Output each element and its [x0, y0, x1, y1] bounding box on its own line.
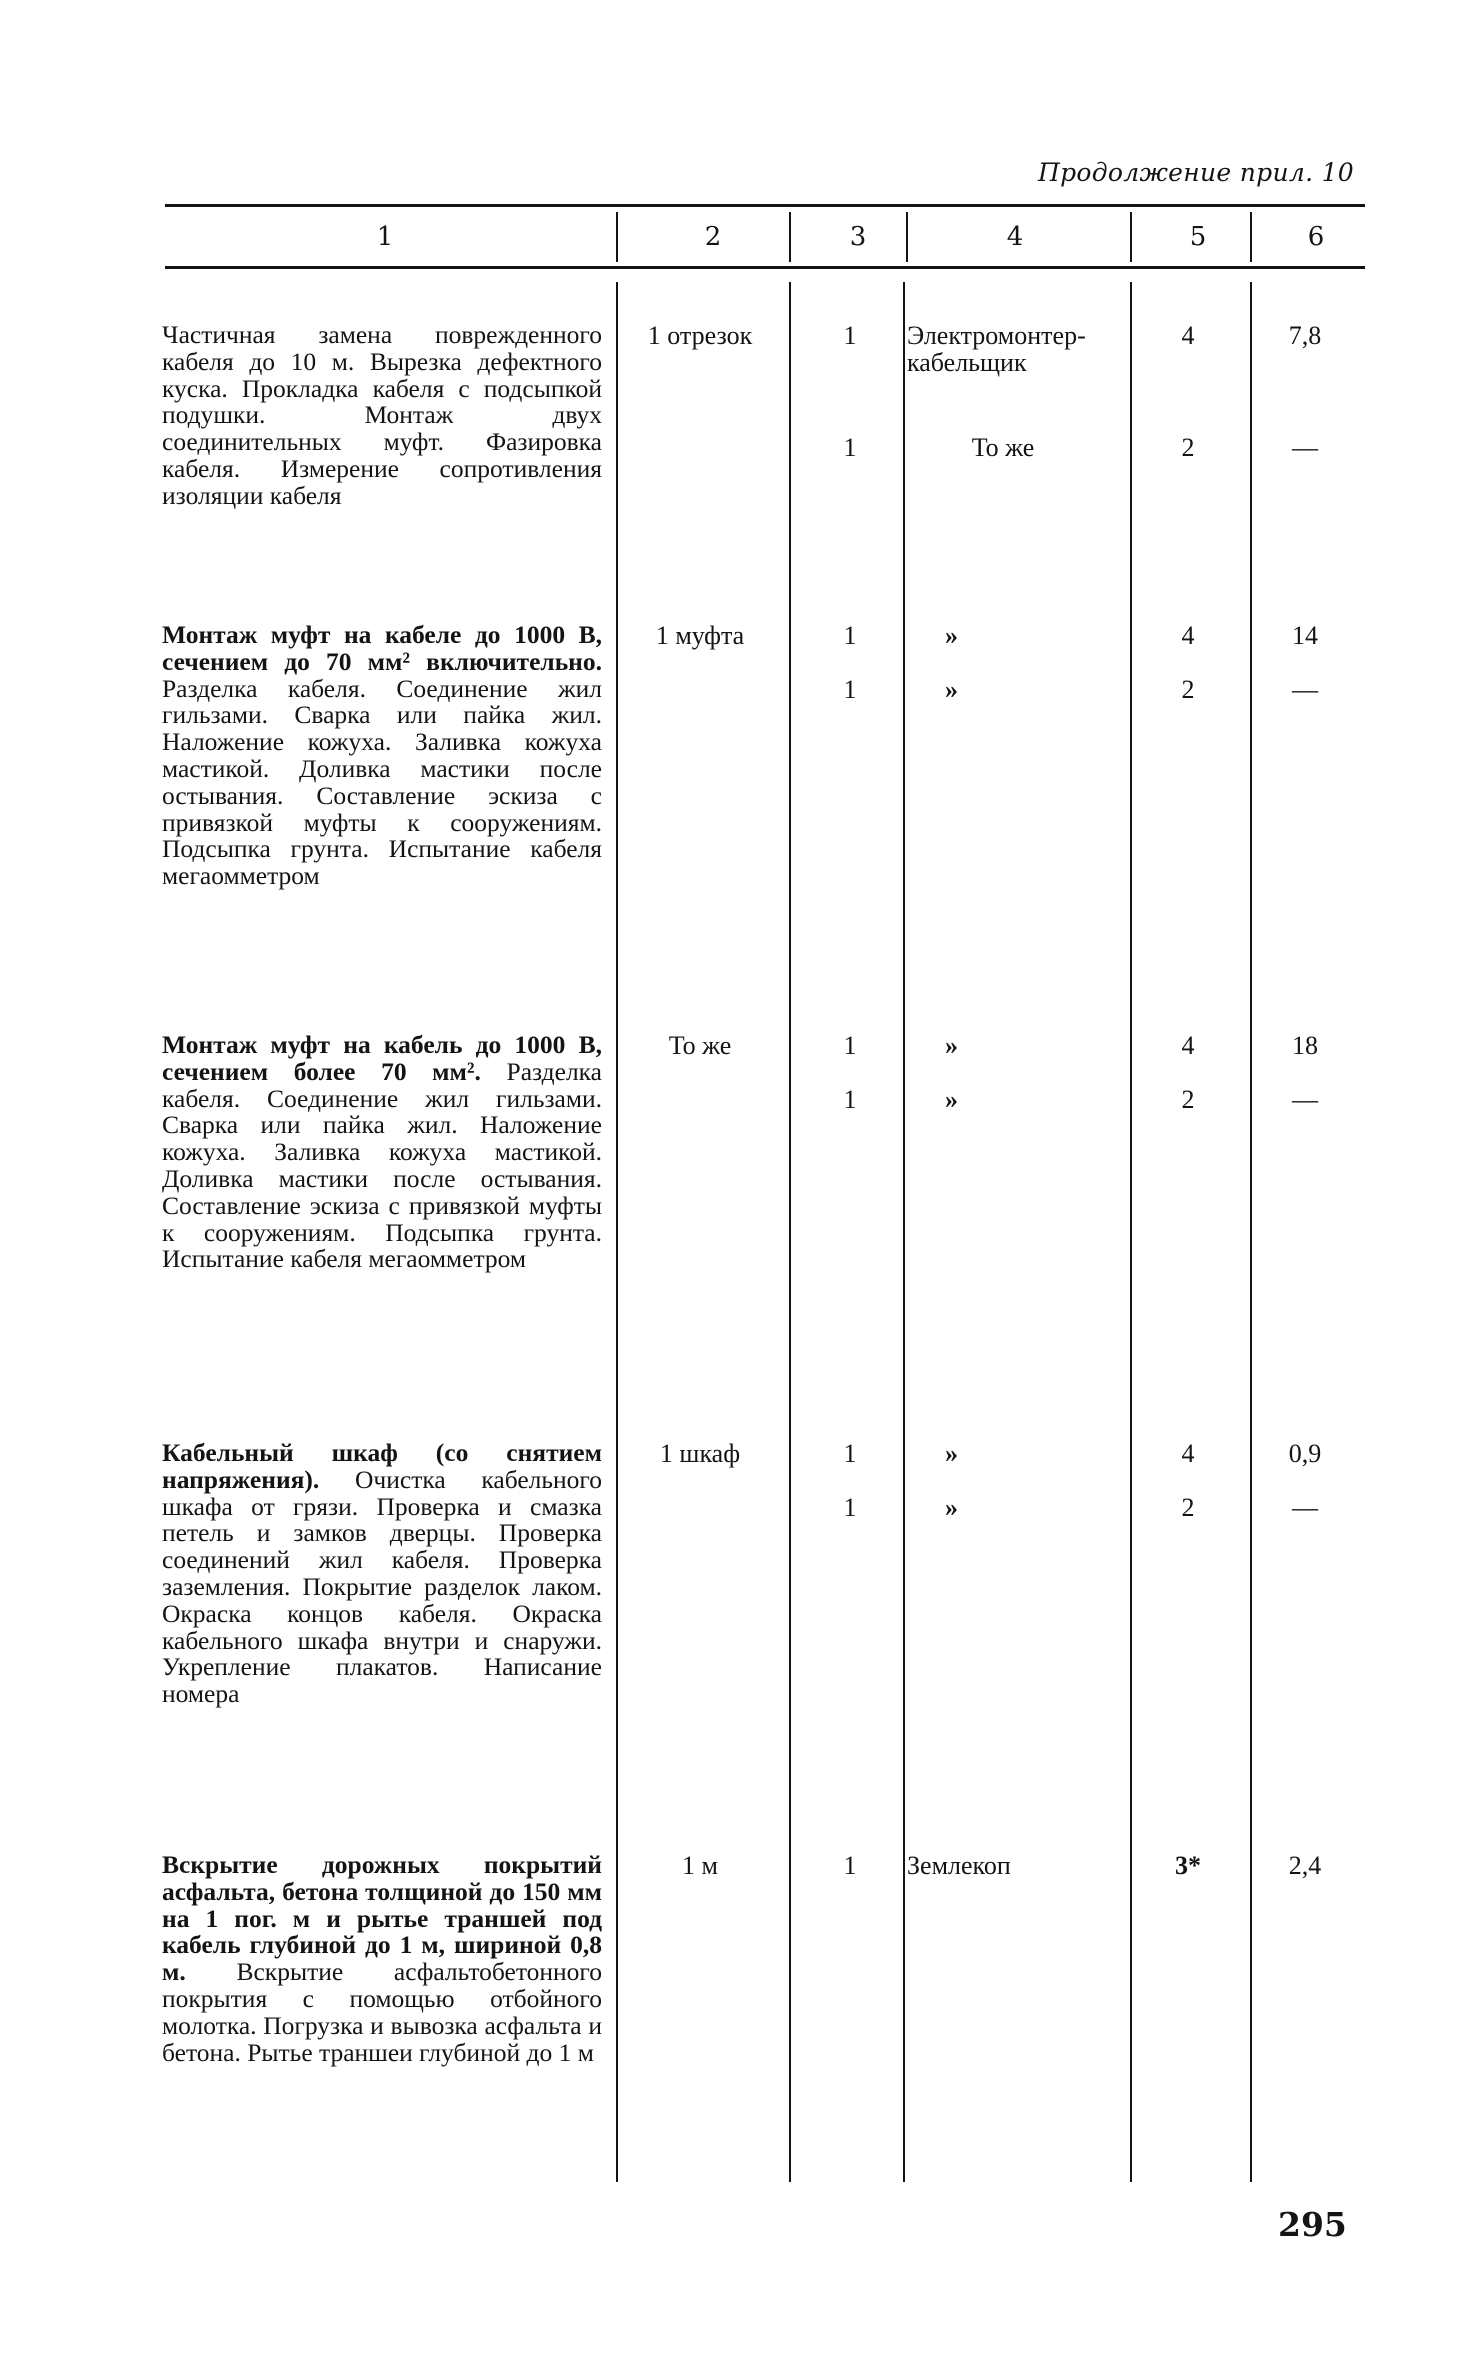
column-number: 1: [376, 222, 394, 252]
profession-cell: То же: [971, 433, 1035, 462]
grade-cell: 3*: [1175, 1851, 1201, 1880]
count-cell: 1: [843, 433, 857, 462]
profession-cell: »: [945, 1085, 958, 1114]
column-number: 6: [1307, 222, 1325, 252]
count-cell: 1: [843, 1851, 857, 1880]
page-number: 295: [1278, 2205, 1347, 2244]
unit-cell: То же: [668, 1031, 732, 1060]
unit-cell: 1 шкаф: [659, 1439, 741, 1468]
grade-cell: 4: [1181, 621, 1195, 650]
count-cell: 1: [843, 1085, 857, 1114]
profession-cell: »: [945, 621, 958, 650]
column-number: 4: [1006, 222, 1024, 252]
norm-cell: —: [1292, 433, 1318, 462]
column-divider: [1250, 282, 1252, 2182]
norm-cell: —: [1292, 1085, 1318, 1114]
description-bold: Кабельный шкаф (со снятием напряжения).: [162, 1438, 602, 1494]
profession-cell: Землекоп: [907, 1851, 1011, 1880]
count-cell: 1: [843, 1439, 857, 1468]
column-divider: [903, 282, 905, 2182]
unit-cell: 1 отрезок: [647, 321, 753, 350]
description-text: Очистка кабельного шкафа от грязи. Проверка и смазка петель и замков дверцы. Проверка соединений жил кабеля. Проверка заземления. Покрытие разделок лаком. Окраска концов кабеля. Окраска кабельного шкафа внутри и снаружи. Укрепление плакатов. Написание номера: [162, 1464, 602, 1709]
description-text: Частичная замена поврежденного кабеля до 10 м. Вырезка дефектного куска. Прокладка кабеля с подсыпкой подушки. Монтаж двух соединительных муфт. Фазировка кабеля. Измерение сопротивления изоляции кабеля: [162, 320, 602, 510]
grade-cell: 4: [1181, 1439, 1195, 1468]
description-text: Вскрытие асфальтобетонного покрытия с помощью отбойного молотка. Погрузка и вывозка асфальта и бетона. Рытье траншеи глубиной до 1 м: [162, 1957, 603, 2067]
table-top-rule: [165, 204, 1365, 207]
grade-cell: 2: [1181, 433, 1195, 462]
description-text: Разделка кабеля. Соединение жил гильзами. Сварка или пайка жил. Наложение кожуха. Заливка кожуха мастикой. Доливка мастики после остывания. Составление эскиза с привязкой муфты к сооружениям. Подсыпка грунта. Испытание кабеля мегаомметром: [162, 673, 602, 891]
description-bold: Монтаж муфт на кабеле до 1000 В, сечением до 70 мм² включительно.: [162, 620, 602, 676]
description-text: Разделка кабеля. Соединение жил гильзами. Сварка или пайка жил. Наложение кожуха. Заливка кожуха мастикой. Доливка мастики после остывания. Составление эскиза с привязкой муфты к сооружениям. Подсыпка грунта. Испытание кабеля мегаомметром: [162, 1056, 602, 1274]
norm-cell: 14: [1292, 621, 1318, 650]
column-divider: [1130, 282, 1132, 2182]
profession-cell: »: [945, 1493, 958, 1522]
grade-cell: 4: [1181, 1031, 1195, 1060]
grade-cell: 2: [1181, 675, 1195, 704]
norm-cell: 18: [1292, 1031, 1318, 1060]
table-row-description: [162, 1852, 602, 2066]
description-bold: Вскрытие дорожных покрытий асфальта, бетона толщиной до 150 мм на 1 пог. м и рытье траншей под кабель глубиной до 1 м, шириной 0,8 м.: [162, 1850, 602, 1987]
header-divider: [616, 212, 618, 262]
column-divider: [789, 282, 791, 2182]
column-number: 3: [849, 222, 867, 252]
grade-cell: 2: [1181, 1493, 1195, 1522]
header-divider: [789, 212, 791, 262]
table-header-rule: [165, 266, 1365, 269]
continuation-header: Продолжение прил. 10: [1037, 158, 1354, 187]
description-bold: Монтаж муфт на кабель до 1000 В, сечением более 70 мм².: [162, 1030, 602, 1086]
unit-cell: 1 м: [682, 1851, 718, 1880]
count-cell: 1: [843, 1031, 857, 1060]
table-row-description: [162, 1032, 602, 1273]
count-cell: 1: [843, 321, 857, 350]
column-number: 5: [1189, 222, 1207, 252]
unit-cell: 1 муфта: [655, 621, 745, 650]
grade-cell: 2: [1181, 1085, 1195, 1114]
grade-cell: 4: [1181, 321, 1195, 350]
norm-cell: 0,9: [1288, 1439, 1322, 1468]
norm-cell: 2,4: [1288, 1851, 1322, 1880]
norm-cell: —: [1292, 1493, 1318, 1522]
norm-cell: —: [1292, 675, 1318, 704]
column-number: 2: [704, 222, 722, 252]
count-cell: 1: [843, 621, 857, 650]
profession-cell: Электромонтер-кабельщик: [907, 321, 1086, 377]
profession-cell: »: [945, 1031, 958, 1060]
count-cell: 1: [843, 675, 857, 704]
header-divider: [1250, 212, 1252, 262]
norm-cell: 7,8: [1288, 321, 1322, 350]
column-divider: [616, 282, 618, 2182]
profession-cell: »: [945, 1439, 958, 1468]
count-cell: 1: [843, 1493, 857, 1522]
header-divider: [906, 212, 908, 262]
profession-cell: »: [945, 675, 958, 704]
table-row-description: [162, 1440, 602, 1708]
table-row-description: [162, 322, 602, 510]
header-divider: [1130, 212, 1132, 262]
table-row-description: [162, 622, 602, 890]
